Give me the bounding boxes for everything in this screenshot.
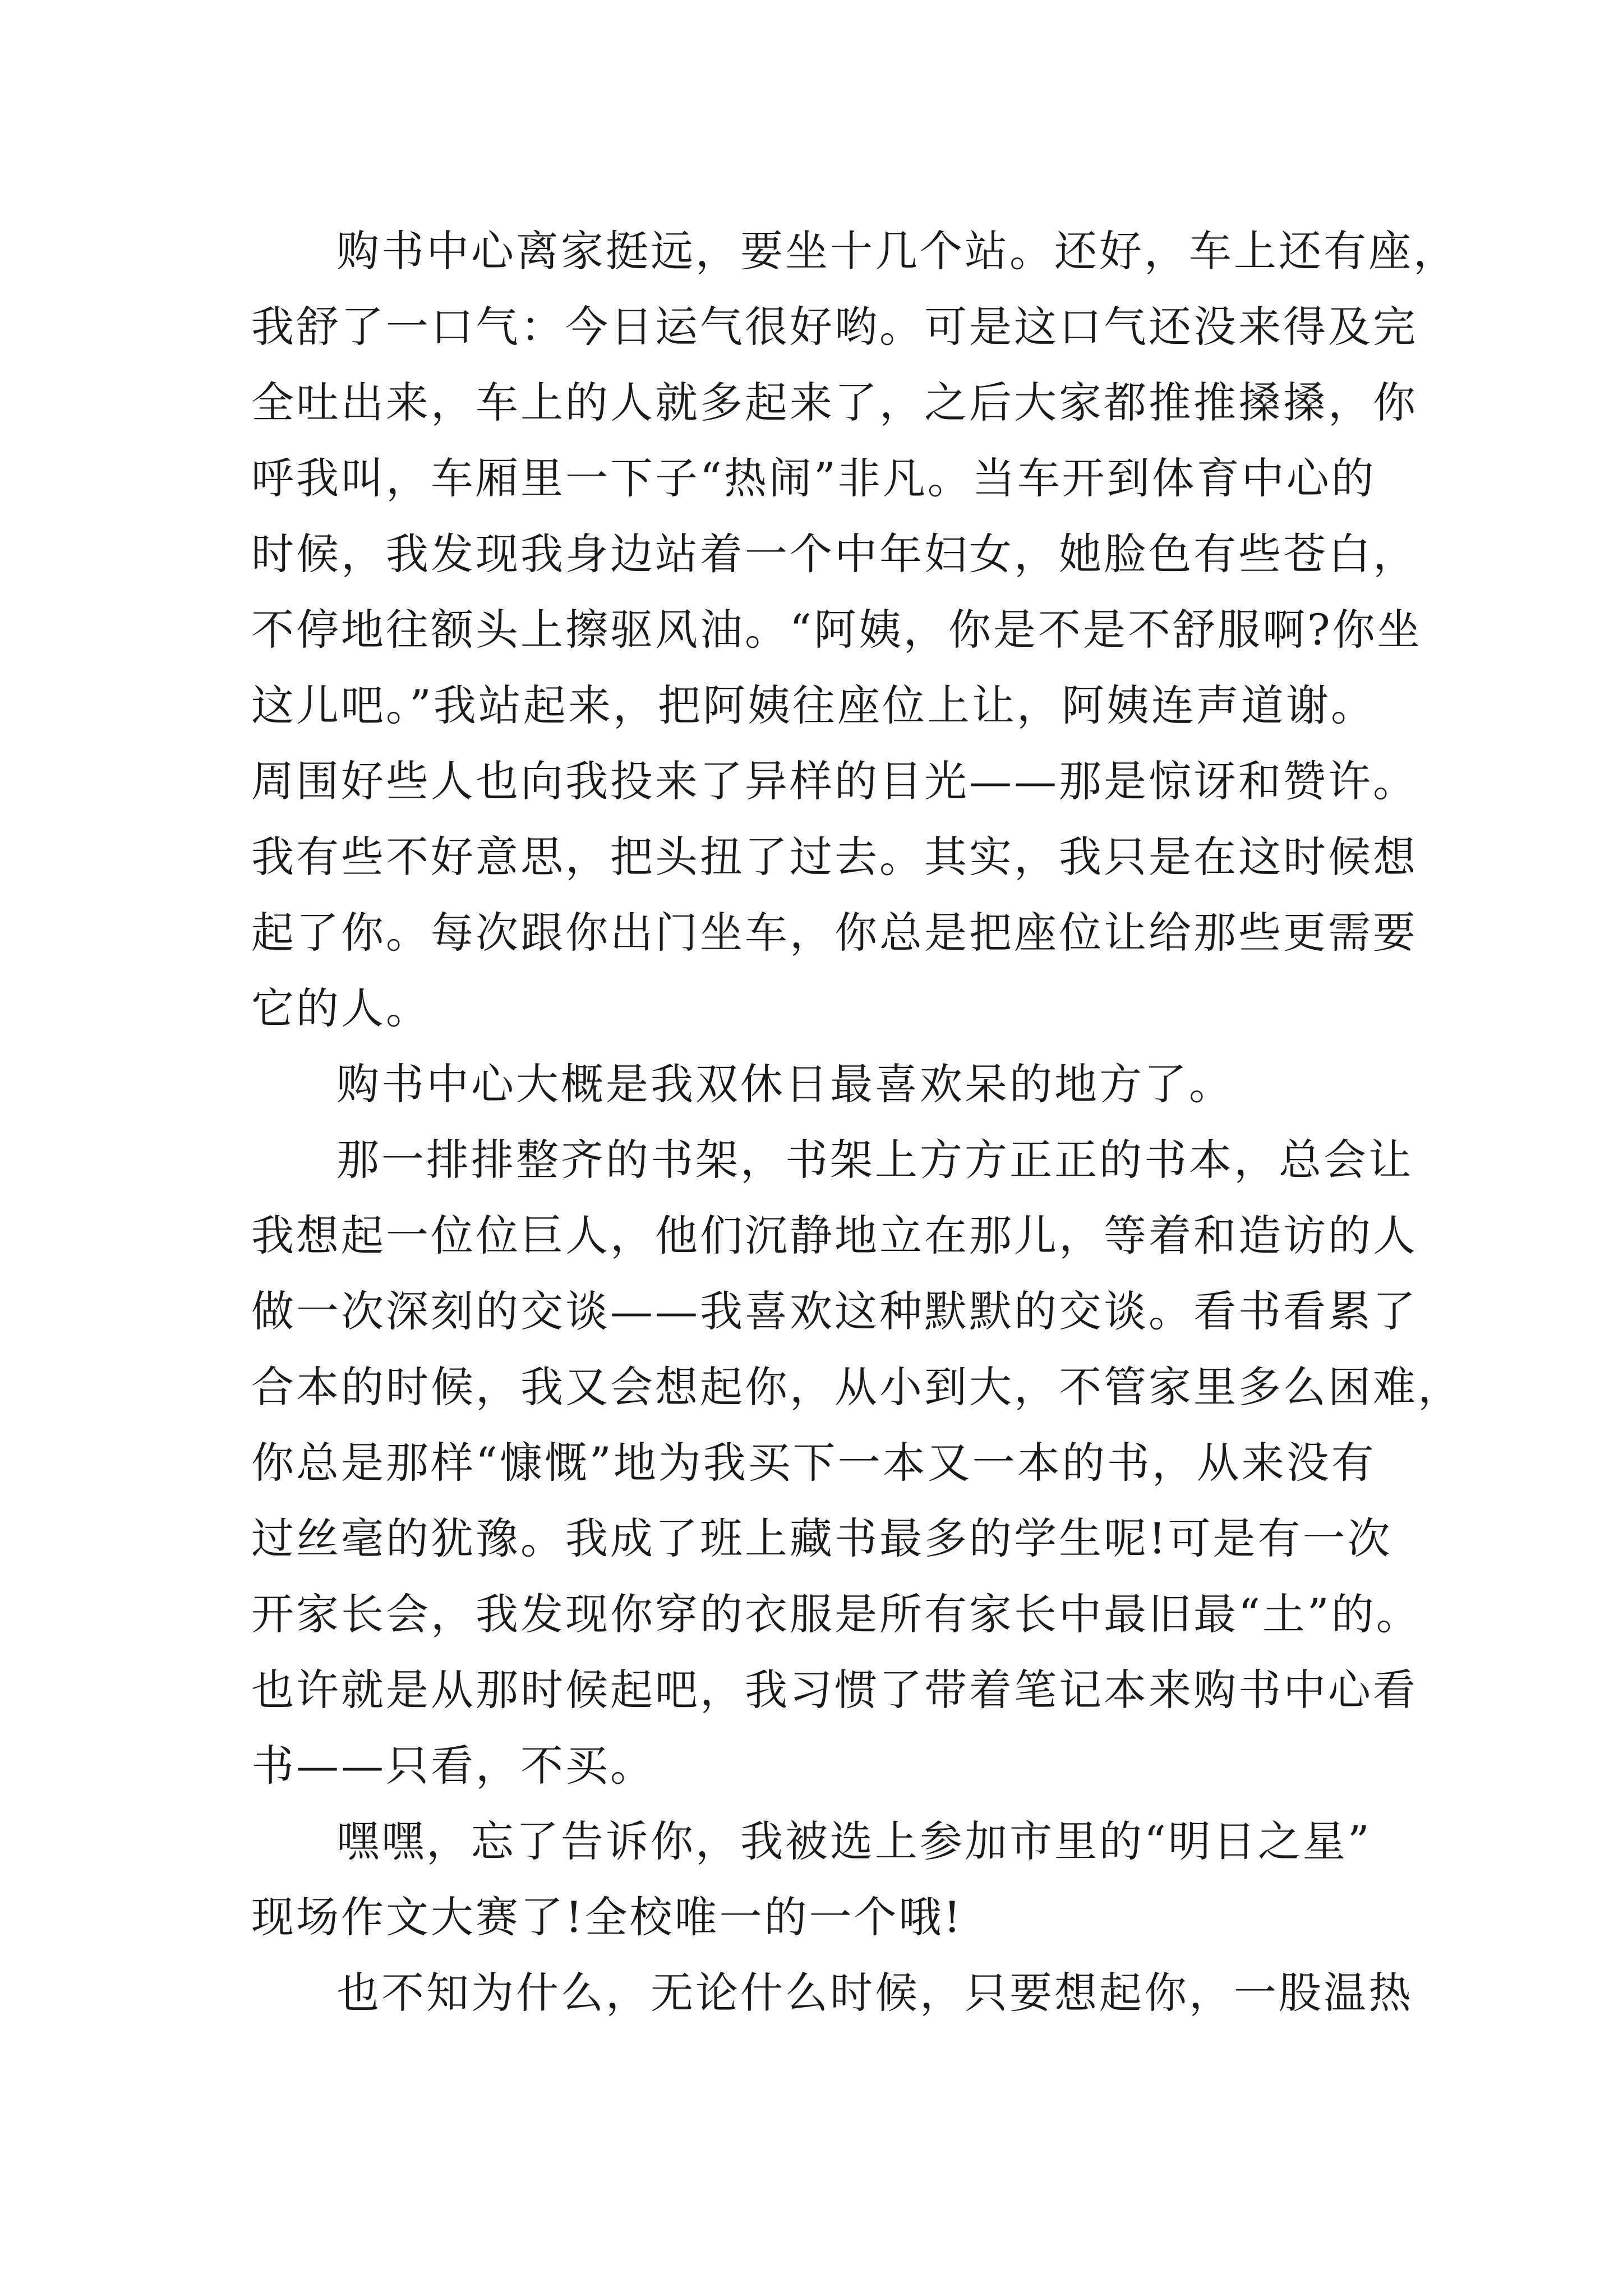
text-line: 周围好些人也向我投来了异样的目光——那是惊讶和赞许。 <box>251 756 1418 806</box>
text-line: 呼我叫，车厢里一下子“热闹”非凡。当车开到体育中心的 <box>251 453 1376 503</box>
text-line: 我舒了一口气：今日运气很好哟。可是这口气还没来得及完 <box>251 302 1418 352</box>
text-line: 你总是那样“慷慨”地为我买下一本又一本的书，从来没有 <box>251 1438 1376 1488</box>
text-line: 购书中心大概是我双休日最喜欢呆的地方了。 <box>336 1059 1234 1109</box>
text-line: 起了你。每次跟你出门坐车，你总是把座位让给那些更需要 <box>251 908 1418 958</box>
text-line: 全吐出来，车上的人就多起来了，之后大家都推推搡搡，你 <box>251 378 1418 427</box>
text-line: 嘿嘿，忘了告诉你，我被选上参加市里的“明日之星” <box>336 1816 1372 1866</box>
text-line: 购书中心离家挺远，要坐十几个站。还好，车上还有座， <box>336 226 1458 276</box>
text-line: 做一次深刻的交谈——我喜欢这种默默的交谈。看书看累了 <box>251 1286 1418 1336</box>
document-body <box>251 213 1463 2031</box>
text-line: 不停地往额头上擦驱风油。“阿姨，你是不是不舒服啊?你坐 <box>251 605 1422 655</box>
text-line: 过丝毫的犹豫。我成了班上藏书最多的学生呢!可是有一次 <box>251 1513 1393 1563</box>
text-line: 书——只看，不买。 <box>251 1741 655 1791</box>
text-line: 它的人。 <box>251 983 431 1033</box>
text-line: 我想起一位位巨人，他们沉静地立在那儿，等着和造访的人 <box>251 1211 1418 1260</box>
text-line: 也许就是从那时候起吧，我习惯了带着笔记本来购书中心看 <box>251 1665 1418 1715</box>
text-line: 也不知为什么，无论什么时候，只要想起你，一股温热 <box>336 1968 1413 2018</box>
text-line: 我有些不好意思，把头扭了过去。其实，我只是在这时候想 <box>251 832 1418 882</box>
text-line: 这儿吧。”我站起来，把阿姨往座位上让，阿姨连声道谢。 <box>251 680 1376 730</box>
text-line: 那一排排整齐的书架，书架上方方正正的书本，总会让 <box>336 1135 1413 1185</box>
text-line: 时候，我发现我身边站着一个中年妇女，她脸色有些苍白， <box>251 529 1418 579</box>
text-line: 现场作文大赛了!全校唯一的一个哦! <box>251 1892 963 1942</box>
text-line: 合本的时候，我又会想起你，从小到大，不管家里多么困难， <box>251 1362 1463 1412</box>
text-line: 开家长会，我发现你穿的衣服是所有家长中最旧最“土”的。 <box>251 1589 1421 1639</box>
